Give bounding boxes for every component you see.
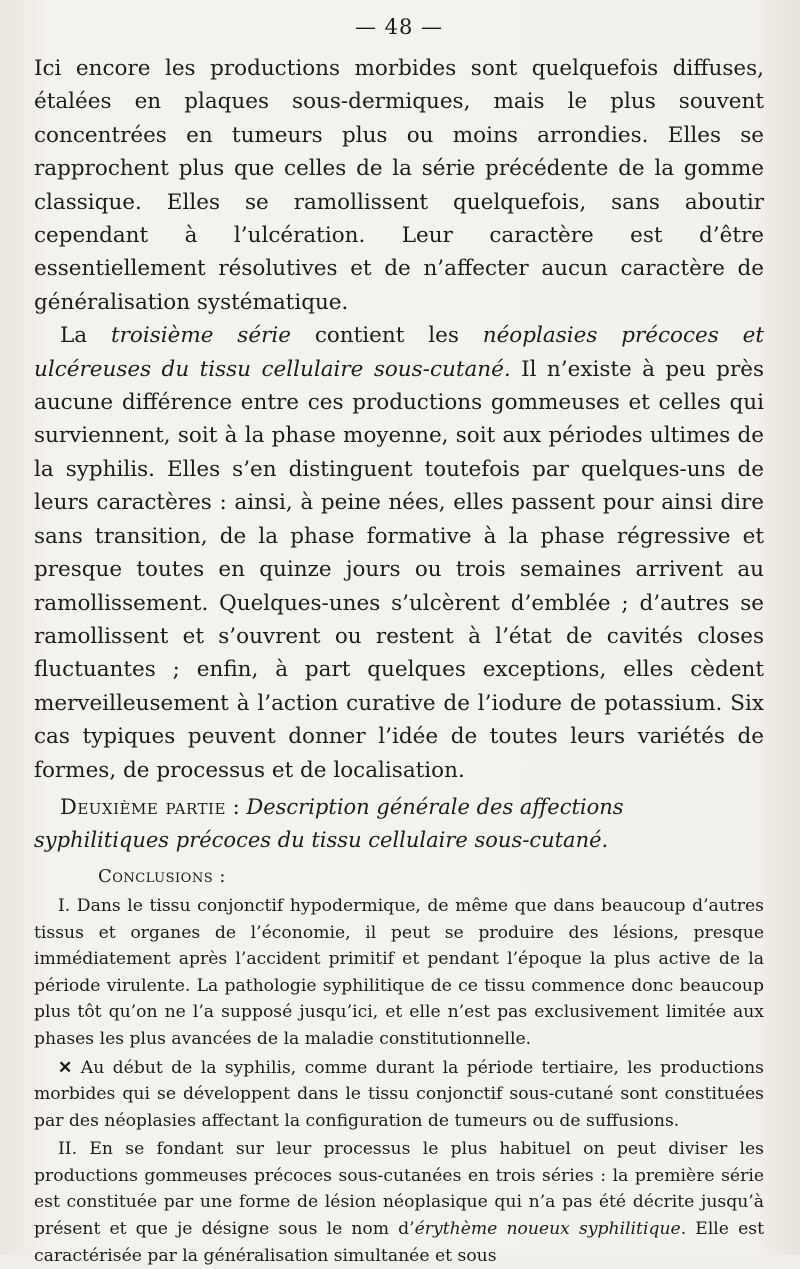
page-number: — 48 — bbox=[354, 15, 444, 39]
part-heading bbox=[34, 791, 764, 857]
conclusion-2 bbox=[34, 1136, 764, 1269]
part-separator: : bbox=[225, 794, 247, 819]
part-label: Deuxième partie bbox=[60, 794, 226, 819]
neoplasies-term: néoplasies précoces et ulcéreuses du tissu cellulaire sous-cutané. bbox=[34, 323, 765, 382]
erythema-term: érythème noueux syphilitique bbox=[414, 1219, 681, 1240]
p2-rest: Il n’existe à peu près aucune différence entre ces productions gommeuses et celles qui surviennent, soit à la phase moyenne, soit aux périodes ultimes de la syphilis. Elles s’en distinguent toutefois par quelques-uns de leurs caractères : ainsi, à peine nées, elles passent pour ainsi dire sans transition, de la phase formative à la phase régressive et presque toutes en quinze jours ou trois semaines arrivent au ramollissement. Quelques-unes s’ulcèrent d’emblée ; d’autres se ramollissent et s’ouvrent ou restent à l’état de cavités closes fluctuantes ; enfin, à part quelques exceptions, elles cèdent merveilleusement à l’action curative de l’iodure de potassium. Six cas typiques peuvent donner l’idée de toutes leurs variétés de formes, de processus et de localisation. bbox=[34, 356, 764, 783]
p2-start: La bbox=[60, 323, 111, 349]
third-series-term: troisième série bbox=[110, 323, 291, 349]
conclusions-text bbox=[34, 893, 764, 1269]
paragraph-second-series-end: Ici encore les productions morbides sont quelquefois diffuses, étalées en plaques sous-dermiques, mais le plus souvent concentrées en tumeurs plus ou moins arrondies. Elles se rapprochent plus que celles de la série précédente de la gomme classique. Elles se ramollissent quelquefois, sans aboutir cependant à l’ulcération. Leur caractère est d’être essentiellement résolutives et de n’affecter aucun caractère de généralisation systématique. bbox=[34, 56, 764, 315]
conclusion-2-end: . Elle est caractérisée par la généralisation simultanée et sous bbox=[34, 1219, 764, 1266]
main-text bbox=[34, 52, 764, 787]
conclusions-heading: Conclusions : bbox=[98, 865, 226, 887]
handwritten-mark: ✕ bbox=[58, 1057, 73, 1078]
conclusion-2-start: II. En se fondant sur leur processus le plus habituel on peut diviser les productions gommeuses précoces sous-cutanées en trois séries : la première série est constituée par une forme de lésion néoplasique qui n’a pas été décrite jusqu’à présent et que je désigne sous le nom d’ bbox=[34, 1139, 764, 1240]
conclusion-1-bis bbox=[34, 1055, 764, 1135]
part-title: Description générale des affections syphilitiques précoces du tissu cellulaire sous-cutané. bbox=[34, 794, 624, 852]
p2-mid: contient les bbox=[290, 323, 483, 349]
conclusion-1: I. Dans le tissu conjonctif hypodermique, de même que dans beaucoup d’autres tissus et organes de l’économie, il peut se produire des lésions, presque immédiatement après l’accident primitif et pendant l’époque la plus active de la période virulente. La pathologie syphilitique de ce tissu commence donc beaucoup plus tôt qu’on ne l’a supposé jusqu’ici, et elle n’est pas exclusivement limitée aux phases les plus avancées de la maladie constitutionnelle. bbox=[34, 895, 764, 1049]
conclusion-1-bis-text: Au début de la syphilis, comme durant la période tertiaire, les productions morbides qui se développent dans le tissu conjonctif sous-cutané sont constituées par des néoplasies affectant la configuration de tumeurs ou de suffusions. bbox=[34, 1057, 764, 1131]
paragraph-third-series bbox=[34, 319, 764, 787]
